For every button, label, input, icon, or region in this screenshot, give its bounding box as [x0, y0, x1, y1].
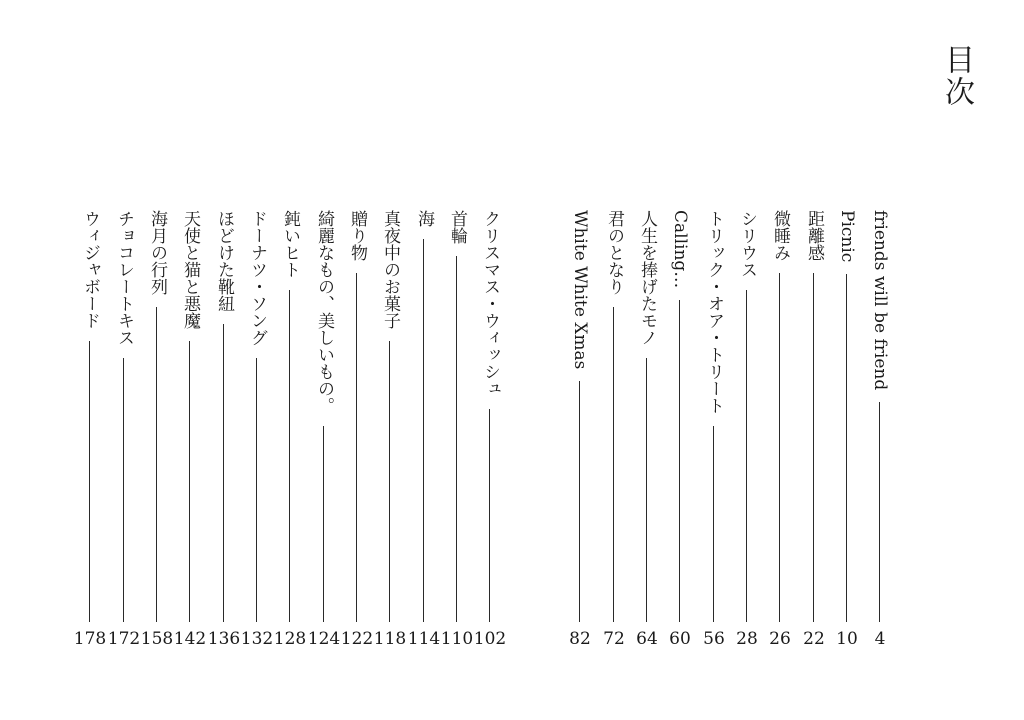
- leader-line: [713, 426, 714, 622]
- toc-entry[interactable]: [207, 0, 241, 720]
- toc-page-number: 64: [636, 629, 658, 649]
- leader-line: [423, 239, 424, 622]
- toc-page-number: 10: [836, 629, 858, 649]
- toc-page-number: 28: [736, 629, 758, 649]
- leader-line: [223, 324, 224, 622]
- leader-line: [456, 256, 457, 622]
- leader-line: [813, 273, 814, 622]
- toc-entry[interactable]: [273, 0, 307, 720]
- toc-entry[interactable]: [568, 0, 592, 720]
- toc-page-number: 122: [340, 629, 374, 649]
- toc-entry-title: ほどけた靴紐: [214, 210, 234, 312]
- leader-line: [779, 273, 780, 622]
- page-title: 目次: [939, 44, 974, 108]
- toc-entry-title: 君のとなり: [604, 210, 624, 295]
- toc-entry-title: Picnic: [837, 210, 857, 263]
- toc-entry[interactable]: [868, 0, 892, 720]
- toc-page-number: 110: [440, 629, 474, 649]
- leader-line: [846, 274, 847, 622]
- toc-entry-title: 海月の行列: [147, 210, 167, 295]
- toc-entry[interactable]: [802, 0, 826, 720]
- leader-line: [256, 358, 257, 622]
- toc-entry[interactable]: [107, 0, 141, 720]
- toc-entry[interactable]: [702, 0, 726, 720]
- toc-entry[interactable]: [173, 0, 207, 720]
- leader-line: [189, 341, 190, 622]
- toc-entry-title: 微睡み: [770, 210, 790, 261]
- toc-entry[interactable]: [340, 0, 374, 720]
- leader-line: [489, 409, 490, 622]
- toc-entry[interactable]: [73, 0, 107, 720]
- toc-entry[interactable]: [307, 0, 341, 720]
- toc-entry-title: 真夜中のお菓子: [380, 210, 400, 329]
- toc-entry-title: 距離感: [804, 210, 824, 261]
- toc-entry-title: 海: [414, 210, 434, 227]
- toc-entry-title: 贈り物: [347, 210, 367, 261]
- toc-page-number: 56: [703, 629, 725, 649]
- toc-page-number: 136: [207, 629, 241, 649]
- toc-entry-title: ドーナツ・ソング: [247, 210, 267, 346]
- leader-line: [879, 402, 880, 622]
- toc-page-number: 102: [473, 629, 507, 649]
- toc-entry-title: クリスマス・ウィッシュ: [480, 210, 500, 397]
- toc-entry[interactable]: [768, 0, 792, 720]
- toc-page-number: 172: [107, 629, 141, 649]
- toc-page-number: 72: [603, 629, 625, 649]
- leader-line: [613, 307, 614, 622]
- leader-line: [156, 307, 157, 622]
- leader-line: [323, 426, 324, 622]
- toc-entry-title: friends will be friend: [870, 210, 890, 391]
- toc-entry-title: 首輪: [447, 210, 467, 244]
- toc-entry[interactable]: [240, 0, 274, 720]
- toc-entry-title: 鈍いヒト: [280, 210, 300, 278]
- toc-entry[interactable]: [735, 0, 759, 720]
- toc-page-number: 128: [273, 629, 307, 649]
- toc-entry[interactable]: [835, 0, 859, 720]
- toc-entry[interactable]: [140, 0, 174, 720]
- toc-page-number: 132: [240, 629, 274, 649]
- toc-entry-title: 天使と猫と悪魔: [180, 210, 200, 329]
- leader-line: [356, 273, 357, 622]
- toc-entry[interactable]: [668, 0, 692, 720]
- toc-page-number: 22: [803, 629, 825, 649]
- leader-line: [389, 341, 390, 622]
- toc-entry[interactable]: [373, 0, 407, 720]
- toc-entry-title: 人生を捧げたモノ: [637, 210, 657, 346]
- toc-page-number: 124: [307, 629, 341, 649]
- leader-line: [646, 358, 647, 622]
- toc-entry[interactable]: [635, 0, 659, 720]
- toc-page-number: 178: [73, 629, 107, 649]
- toc-entry[interactable]: [440, 0, 474, 720]
- toc-entry-title: チョコレートキス: [114, 210, 134, 346]
- toc-page-number: 142: [173, 629, 207, 649]
- toc-entry-title: ウィジャボード: [80, 210, 100, 329]
- toc-page-number: 26: [769, 629, 791, 649]
- toc-page-number: 114: [407, 629, 441, 649]
- toc-entry[interactable]: [602, 0, 626, 720]
- toc-page-number: 60: [669, 629, 691, 649]
- toc-entry-title: Calling…: [670, 210, 690, 289]
- leader-line: [89, 341, 90, 622]
- toc-entry-title: 綺麗なもの、美しいもの。: [314, 210, 334, 414]
- leader-line: [289, 290, 290, 622]
- toc-entry[interactable]: [473, 0, 507, 720]
- toc-page-number: 118: [373, 629, 407, 649]
- leader-line: [746, 290, 747, 622]
- toc-entry-title: White White Xmas: [570, 210, 590, 370]
- toc-entry[interactable]: [407, 0, 441, 720]
- toc-page-number: 82: [569, 629, 591, 649]
- toc-entry-title: シリウス: [737, 210, 757, 278]
- leader-line: [579, 381, 580, 622]
- toc-entry-title: トリック・オア・トリート: [704, 210, 724, 414]
- toc-page-number: 158: [140, 629, 174, 649]
- toc-page-number: 4: [874, 629, 886, 649]
- leader-line: [679, 300, 680, 622]
- leader-line: [123, 358, 124, 622]
